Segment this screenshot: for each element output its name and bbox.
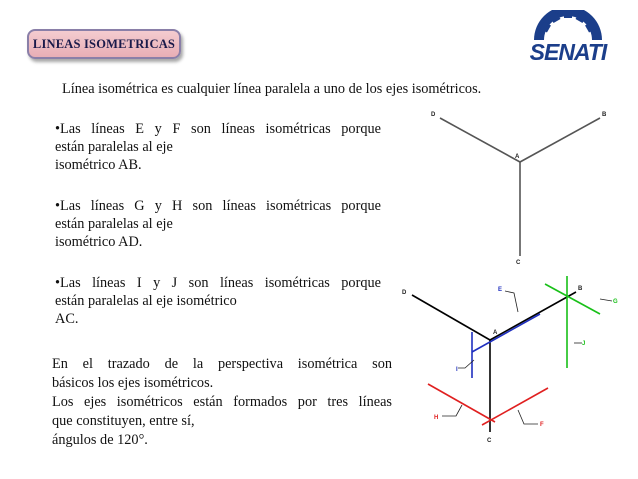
bottom-isometric-axes <box>412 292 576 432</box>
red-parallels <box>428 384 548 425</box>
bullet-3-line-2: están paralelas al eje isométrico <box>55 293 237 309</box>
bottom-label-g: G <box>613 299 618 305</box>
axis-ad <box>440 118 520 162</box>
bottom-label-c: C <box>487 438 492 444</box>
axis-ab-bottom <box>490 292 576 340</box>
bullet-3-line-3: AC. <box>55 311 79 327</box>
bottom-label-h: H <box>434 415 439 421</box>
green-parallels <box>545 276 600 368</box>
paragraph-line-3: Los ejes isométricos están formados por tres líneas <box>52 394 392 410</box>
bullet-3-line-1: •Las líneas I y J son líneas isométricas porque <box>55 275 381 291</box>
bottom-label-d: D <box>402 290 407 296</box>
slide-title: LINEAS ISOMETRICAS <box>32 36 176 51</box>
bullet-2-line-1: •Las líneas G y H son líneas isométricas porque <box>55 198 381 214</box>
line-g <box>545 284 600 314</box>
bottom-label-i: I <box>456 367 458 373</box>
blue-parallels <box>472 314 540 378</box>
bottom-label-e: E <box>498 287 503 293</box>
axis-ad-bottom <box>412 295 490 340</box>
intro-text: Línea isométrica es cualquier línea paralela a uno de los ejes isométricos. <box>62 81 482 97</box>
paragraph-line-5: ángulos de 120°. <box>52 432 148 448</box>
top-label-c: C <box>516 260 521 266</box>
bottom-label-j: J <box>582 341 586 347</box>
bullet-2-line-2: están paralelas al eje <box>55 216 173 232</box>
top-label-a: A <box>515 154 520 160</box>
paragraph-line-2: básicos los ejes isométricos. <box>52 375 214 391</box>
bottom-label-f: F <box>540 422 544 428</box>
bullet-2-line-3: isométrico AD. <box>55 234 143 250</box>
axis-ab <box>520 118 600 162</box>
top-label-d: D <box>431 112 436 118</box>
line-e <box>472 314 540 352</box>
bullet-1-line-3: isométrico AB. <box>55 157 142 173</box>
logo-text: SENATI <box>529 39 607 65</box>
bullet-1-line-1: •Las líneas E y F son líneas isométricas porque <box>55 121 381 137</box>
bottom-label-b: B <box>578 286 583 292</box>
paragraph-line-4: que constituyen, entre sí, <box>52 413 195 429</box>
paragraph-line-1: En el trazado de la perspectiva isométrica son <box>52 356 392 372</box>
leader-lines <box>442 291 612 424</box>
top-isometric-axes <box>440 118 600 256</box>
top-label-b: B <box>602 112 607 118</box>
bottom-label-a: A <box>493 330 498 336</box>
line-f <box>482 388 548 425</box>
bullet-1-line-2: están paralelas al eje <box>55 139 173 155</box>
